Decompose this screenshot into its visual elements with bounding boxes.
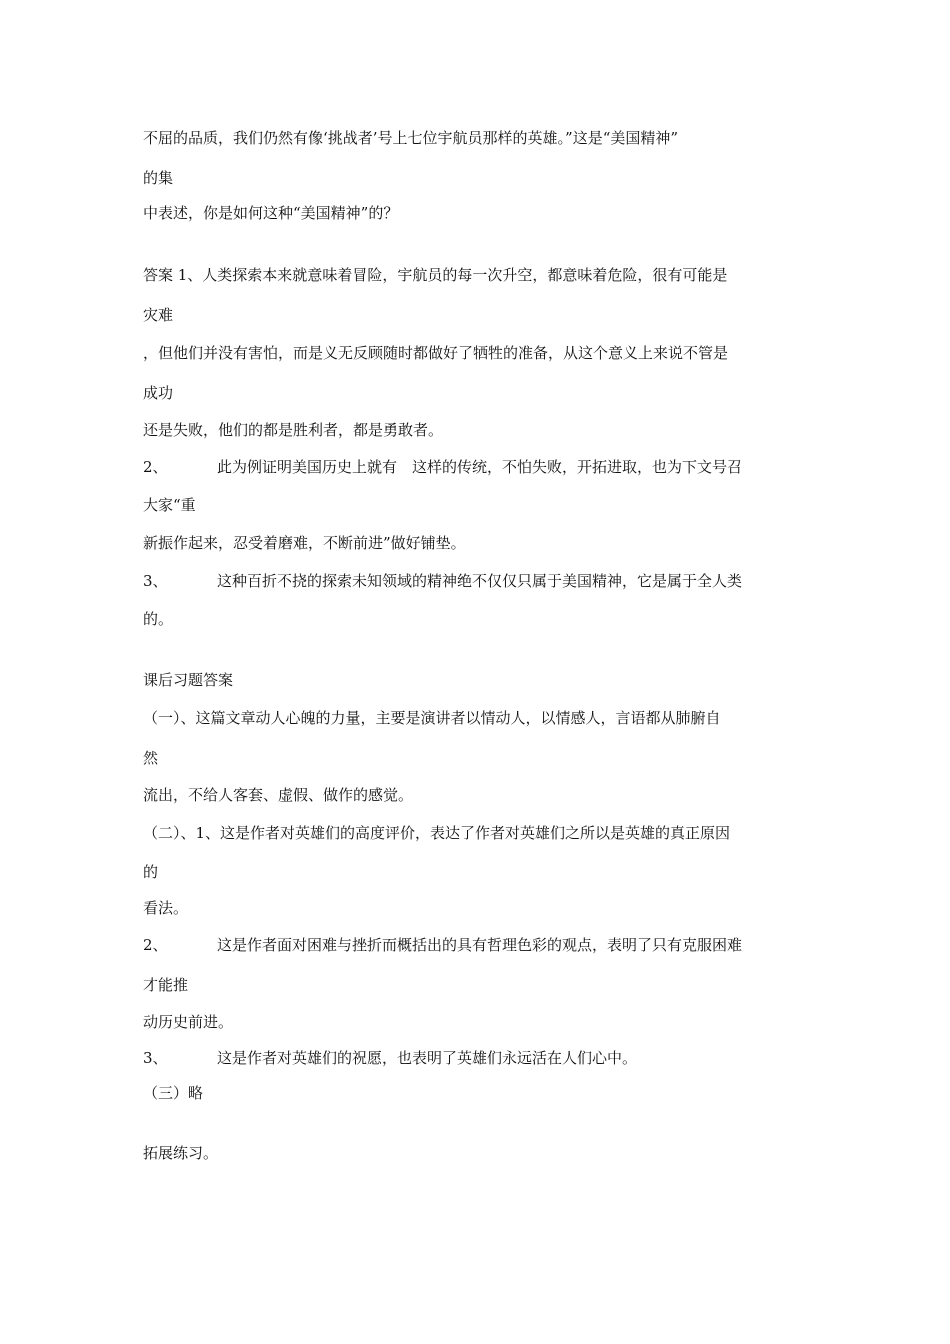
text-line: 答案 1、人类探索本来就意味着冒险，宇航员的每一次升空，都意味着危险，很有可能是: [143, 266, 728, 284]
numbered-line: [143, 457, 742, 477]
text-line: 中表述，你是如何这种“美国精神”的？: [143, 204, 399, 222]
item-text: 这是作者面对困难与挫折而概括出的具有哲理色彩的观点，表明了只有克服困难: [217, 936, 743, 954]
text-line: 新振作起来，忍受着磨难，不断前进”做好铺垫。: [143, 534, 466, 552]
text-line: ，但他们并没有害怕，而是义无反顾随时都做好了牺牲的准备，从这个意义上来说不管是: [143, 344, 729, 362]
item-text: 此为例证明美国历史上就有 这样的传统，不怕失败，开拓进取，也为下文号召: [217, 458, 743, 476]
text-line: 看法。: [143, 899, 189, 917]
text-line: 流出，不给人客套、虚假、做作的感觉。: [143, 786, 414, 804]
item-number: 2、: [143, 458, 168, 476]
numbered-line: [143, 571, 742, 591]
text-line: 不屈的品质，我们仍然有像‘挑战者’号上七位宇航员那样的英雄。”这是“美国精神”: [143, 129, 679, 147]
text-line: 拓展练习。: [143, 1144, 219, 1162]
item-number: 3、: [143, 572, 168, 590]
text-line: （一）、这篇文章动人心魄的力量，主要是演讲者以情动人，以情感人，言语都从肺腑自: [143, 709, 721, 727]
section-heading: 课后习题答案: [143, 671, 234, 689]
text-line: 才能推: [143, 976, 189, 994]
text-line: 的。: [143, 610, 174, 628]
item-text: 这是作者对英雄们的祝愿，也表明了英雄们永远活在人们心中。: [217, 1049, 638, 1067]
text-line: （二）、1、这是作者对英雄们的高度评价，表达了作者对英雄们之所以是英雄的真正原因: [143, 824, 731, 842]
text-line: 的集: [143, 169, 174, 187]
text-line: 大家“重: [143, 496, 196, 514]
text-line: 还是失败，他们的都是胜利者，都是勇敢者。: [143, 421, 444, 439]
text-line: 的: [143, 863, 159, 881]
numbered-line: [143, 935, 742, 955]
numbered-line: [143, 1048, 637, 1068]
item-number: 3、: [143, 1049, 168, 1067]
item-text: 这种百折不挠的探索未知领域的精神绝不仅仅只属于美国精神，它是属于全人类: [217, 572, 743, 590]
text-line: 成功: [143, 384, 174, 402]
text-line: 然: [143, 749, 159, 767]
item-number: 2、: [143, 936, 168, 954]
text-line: 灾难: [143, 306, 174, 324]
text-line: （三）略: [143, 1084, 204, 1102]
text-line: 动历史前进。: [143, 1013, 234, 1031]
